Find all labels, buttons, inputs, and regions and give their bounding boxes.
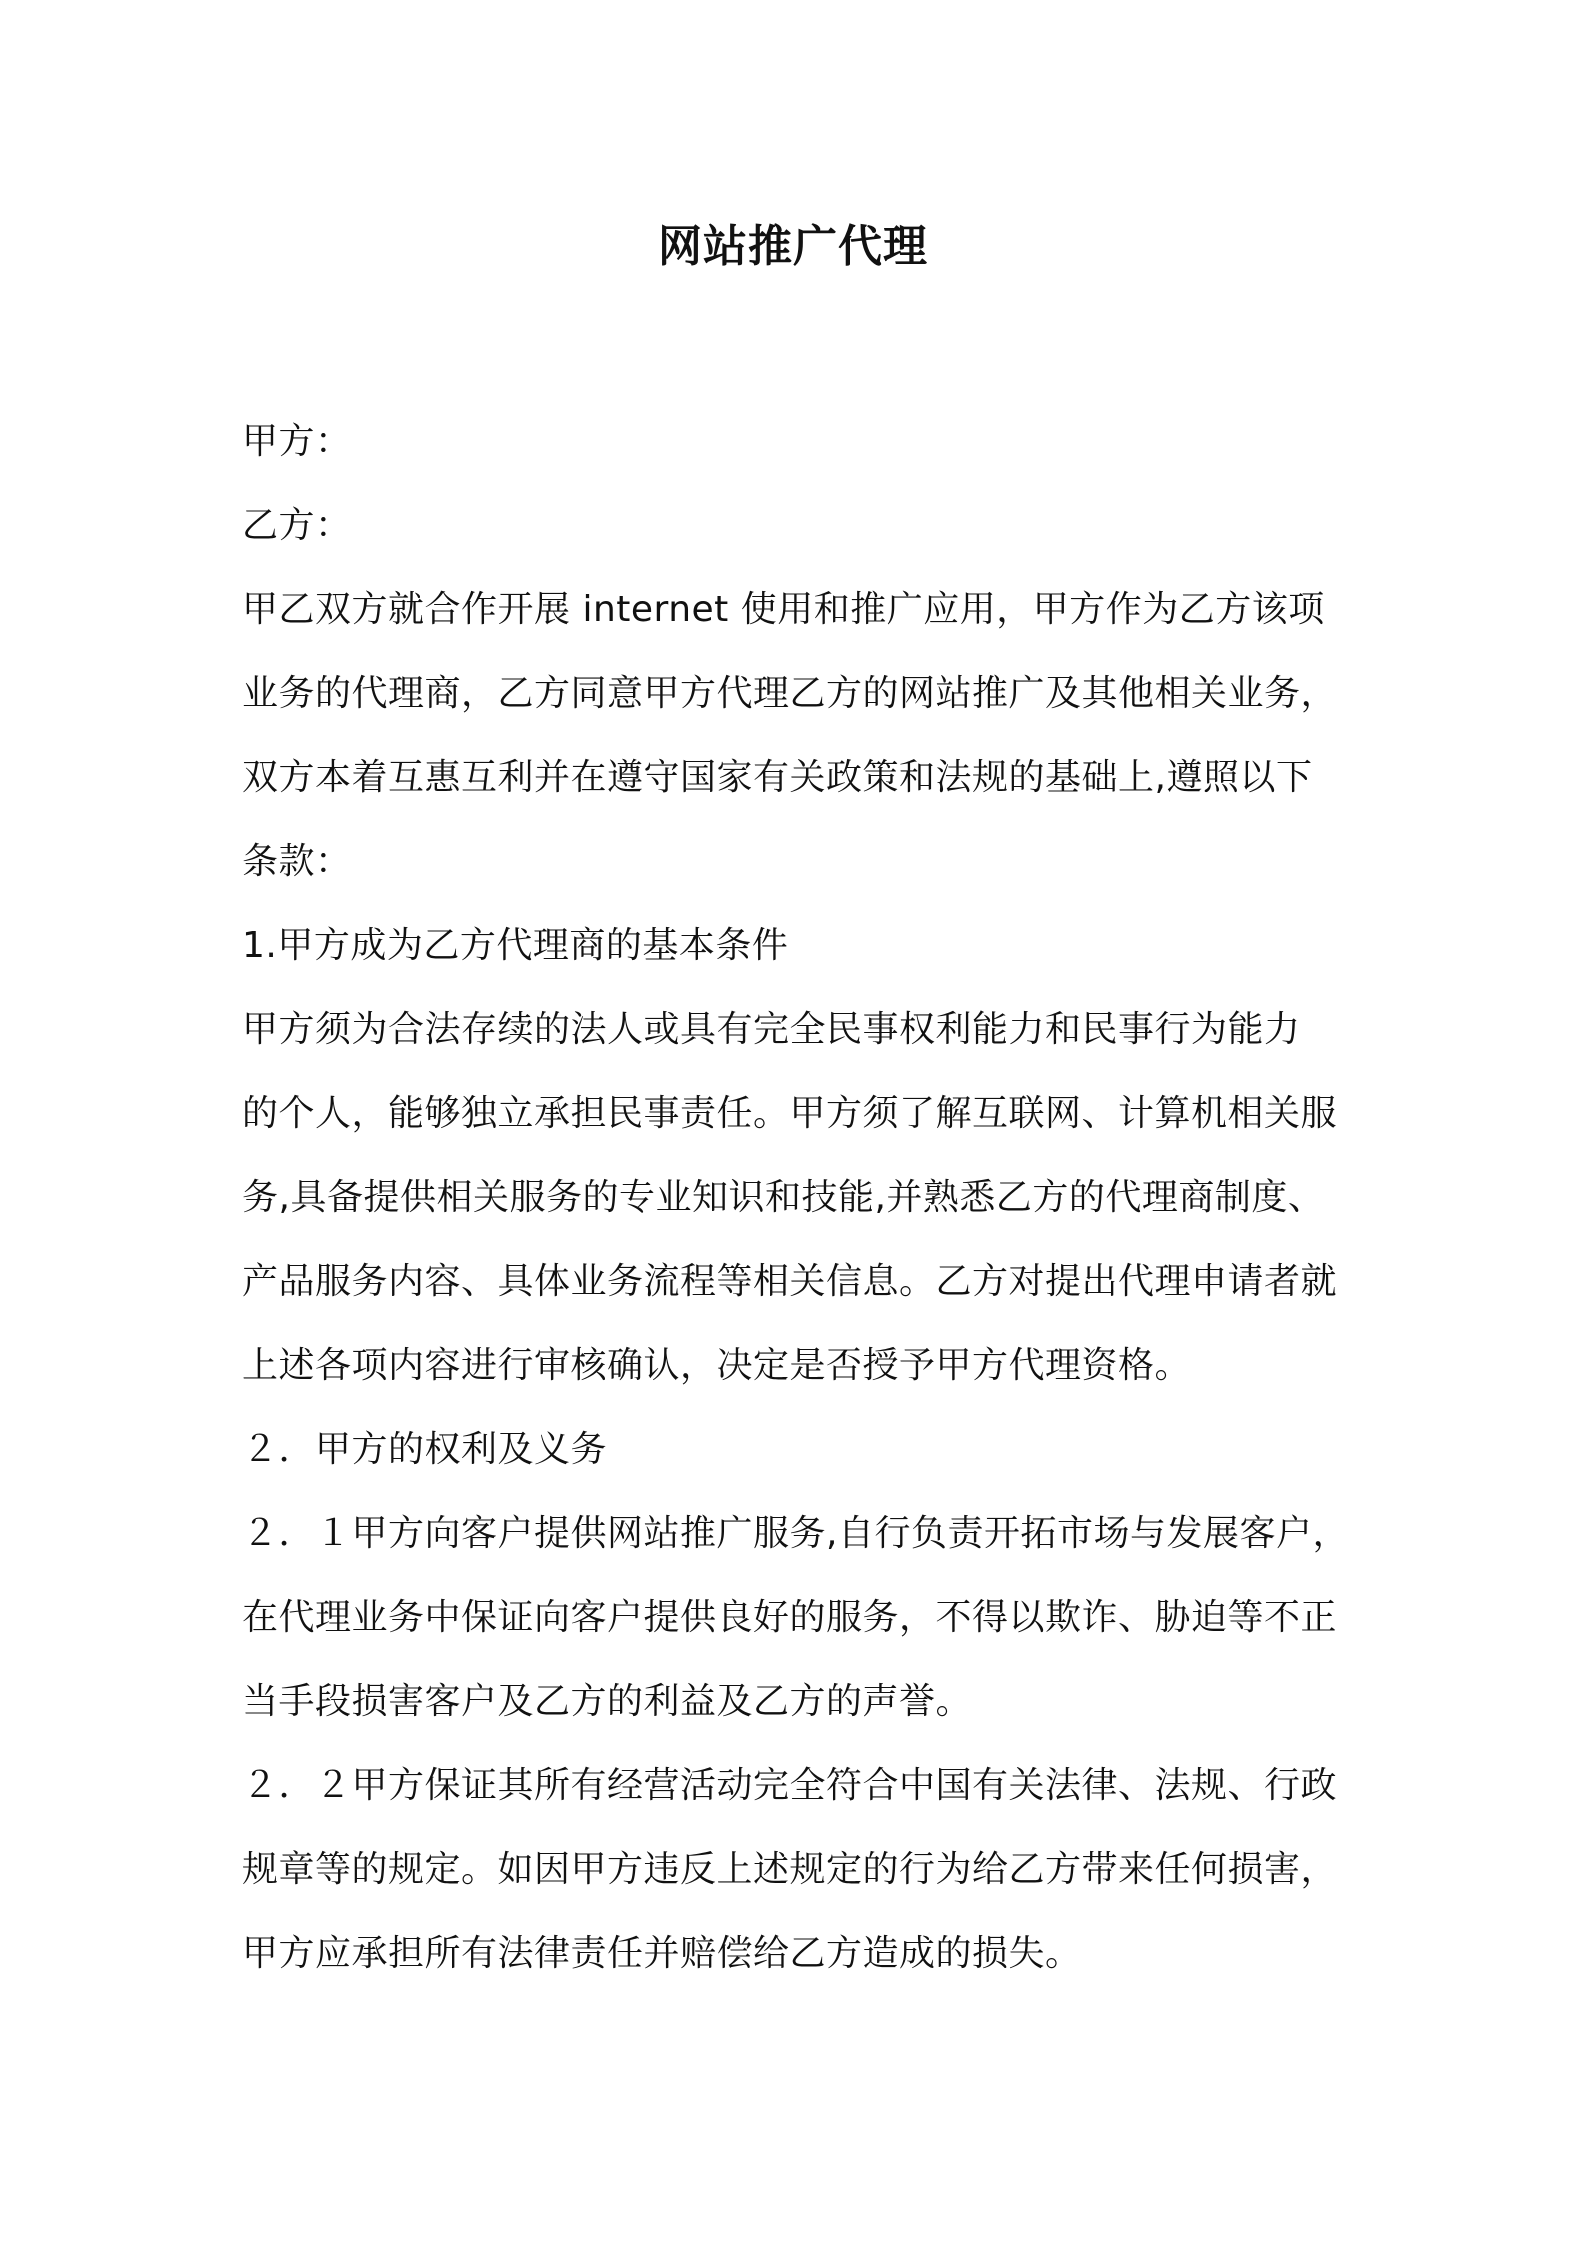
section-1-line-5: 上述各项内容进行审核确认，决定是否授予甲方代理资格。 [242,1345,1192,1386]
clause-2-1-line-1: ２．１甲方向客户提供网站推广服务,自行负责开拓市场与发展客户， [242,1513,1349,1554]
preamble-line-4: 条款： [242,841,352,882]
clause-2-2-line-3: 甲方应承担所有法律责任并赔偿给乙方造成的损失。 [242,1933,1082,1974]
section-1-line-2: 的个人，能够独立承担民事责任。甲方须了解互联网、计算机相关服 [242,1093,1338,1134]
preamble-line-2: 业务的代理商，乙方同意甲方代理乙方的网站推广及其他相关业务， [242,673,1338,714]
clause-2-1-line-3: 当手段损害客户及乙方的利益及乙方的声誉。 [242,1681,973,1722]
clause-2-1-line-2: 在代理业务中保证向客户提供良好的服务，不得以欺诈、胁迫等不正 [242,1597,1338,1638]
section-2-heading: ２．甲方的权利及义务 [242,1429,608,1470]
document-body [242,400,1360,1996]
party-b-line: 乙方： [242,505,352,546]
party-a-line: 甲方： [242,421,352,462]
section-1-line-3: 务,具备提供相关服务的专业知识和技能,并熟悉乙方的代理商制度、 [242,1177,1325,1218]
section-1-line-1: 甲方须为合法存续的法人或具有完全民事权利能力和民事行为能力 [242,1009,1301,1050]
preamble-line-1: 甲乙双方就合作开展 internet 使用和推广应用，甲方作为乙方该项 [242,589,1325,630]
section-1-heading: 1.甲方成为乙方代理商的基本条件 [242,925,789,966]
clause-2-2-line-2: 规章等的规定。如因甲方违反上述规定的行为给乙方带来任何损害， [242,1849,1338,1890]
section-1-line-4: 产品服务内容、具体业务流程等相关信息。乙方对提出代理申请者就 [242,1261,1338,1302]
document-title: 网站推广代理 [658,221,928,272]
preamble-line-3: 双方本着互惠互利并在遵守国家有关政策和法规的基础上,遵照以下 [242,757,1313,798]
clause-2-2-line-1: ２．２甲方保证其所有经营活动完全符合中国有关法律、法规、行政 [242,1765,1338,1806]
